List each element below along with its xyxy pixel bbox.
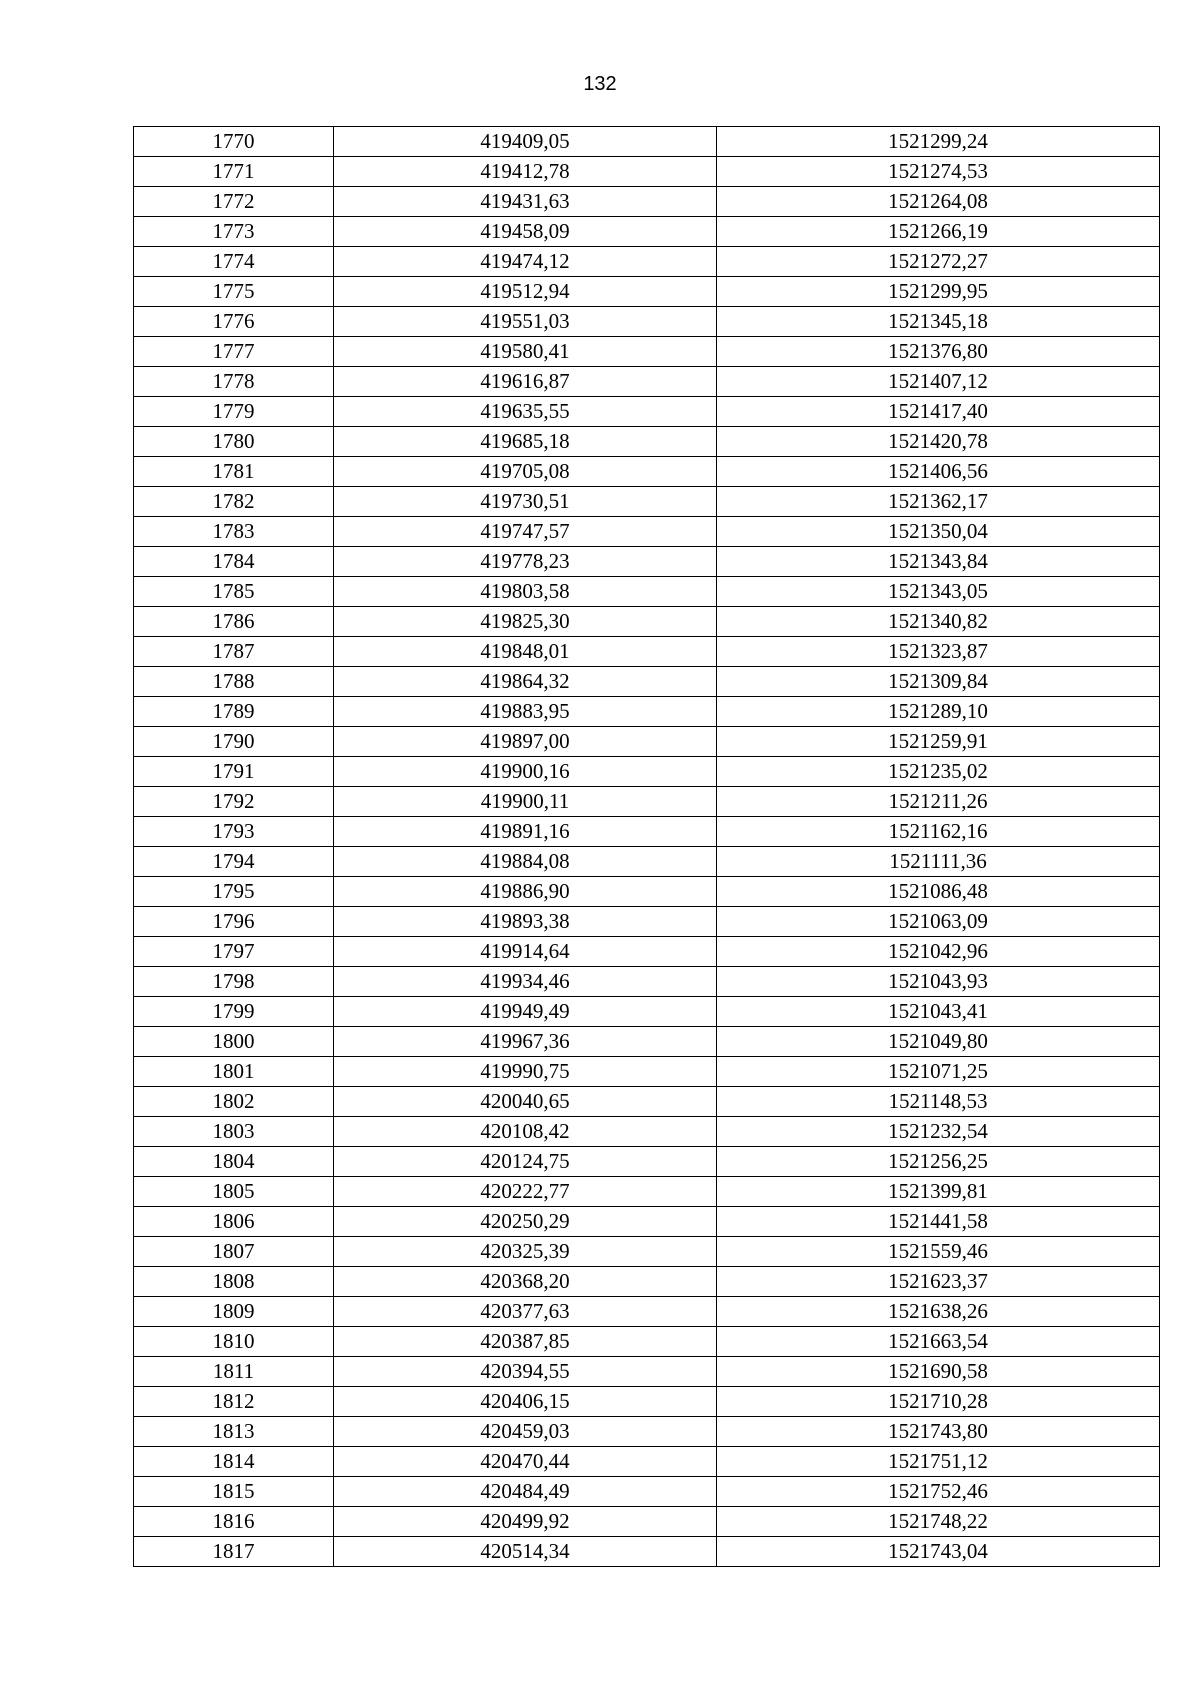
y-coordinate-cell: 1521111,36 — [717, 847, 1160, 877]
x-coordinate-cell: 419900,16 — [334, 757, 717, 787]
y-coordinate-cell: 1521289,10 — [717, 697, 1160, 727]
x-coordinate-cell: 419458,09 — [334, 217, 717, 247]
table-row — [134, 367, 1160, 397]
point-number-cell: 1772 — [134, 187, 334, 217]
table-row — [134, 1447, 1160, 1477]
table-row — [134, 457, 1160, 487]
y-coordinate-cell: 1521274,53 — [717, 157, 1160, 187]
point-number-cell: 1776 — [134, 307, 334, 337]
table-row — [134, 157, 1160, 187]
point-number-cell: 1784 — [134, 547, 334, 577]
x-coordinate-cell: 419891,16 — [334, 817, 717, 847]
table-row — [134, 967, 1160, 997]
table-row — [134, 1477, 1160, 1507]
table-row — [134, 1207, 1160, 1237]
x-coordinate-cell: 420514,34 — [334, 1537, 717, 1567]
point-number-cell: 1786 — [134, 607, 334, 637]
table-row — [134, 277, 1160, 307]
y-coordinate-cell: 1521752,46 — [717, 1477, 1160, 1507]
point-number-cell: 1789 — [134, 697, 334, 727]
x-coordinate-cell: 419635,55 — [334, 397, 717, 427]
y-coordinate-cell: 1521690,58 — [717, 1357, 1160, 1387]
point-number-cell: 1810 — [134, 1327, 334, 1357]
x-coordinate-cell: 419803,58 — [334, 577, 717, 607]
x-coordinate-cell: 419580,41 — [334, 337, 717, 367]
point-number-cell: 1795 — [134, 877, 334, 907]
x-coordinate-cell: 420222,77 — [334, 1177, 717, 1207]
y-coordinate-cell: 1521748,22 — [717, 1507, 1160, 1537]
table-row — [134, 1297, 1160, 1327]
y-coordinate-cell: 1521063,09 — [717, 907, 1160, 937]
y-coordinate-cell: 1521420,78 — [717, 427, 1160, 457]
y-coordinate-cell: 1521362,17 — [717, 487, 1160, 517]
y-coordinate-cell: 1521264,08 — [717, 187, 1160, 217]
table-row — [134, 1177, 1160, 1207]
table-row — [134, 1357, 1160, 1387]
table-row — [134, 577, 1160, 607]
y-coordinate-cell: 1521162,16 — [717, 817, 1160, 847]
y-coordinate-cell: 1521043,41 — [717, 997, 1160, 1027]
y-coordinate-cell: 1521235,02 — [717, 757, 1160, 787]
x-coordinate-cell: 419864,32 — [334, 667, 717, 697]
table-row — [134, 1087, 1160, 1117]
y-coordinate-cell: 1521638,26 — [717, 1297, 1160, 1327]
point-number-cell: 1775 — [134, 277, 334, 307]
point-number-cell: 1808 — [134, 1267, 334, 1297]
table-row — [134, 1057, 1160, 1087]
x-coordinate-cell: 419949,49 — [334, 997, 717, 1027]
point-number-cell: 1773 — [134, 217, 334, 247]
table-row — [134, 727, 1160, 757]
table-row — [134, 1507, 1160, 1537]
point-number-cell: 1817 — [134, 1537, 334, 1567]
table-row — [134, 517, 1160, 547]
y-coordinate-cell: 1521350,04 — [717, 517, 1160, 547]
point-number-cell: 1778 — [134, 367, 334, 397]
table-row — [134, 217, 1160, 247]
point-number-cell: 1796 — [134, 907, 334, 937]
point-number-cell: 1806 — [134, 1207, 334, 1237]
table-row — [134, 1537, 1160, 1567]
y-coordinate-cell: 1521272,27 — [717, 247, 1160, 277]
x-coordinate-cell: 419685,18 — [334, 427, 717, 457]
x-coordinate-cell: 419551,03 — [334, 307, 717, 337]
y-coordinate-cell: 1521343,84 — [717, 547, 1160, 577]
table-row — [134, 1387, 1160, 1417]
x-coordinate-cell: 419412,78 — [334, 157, 717, 187]
x-coordinate-cell: 420325,39 — [334, 1237, 717, 1267]
point-number-cell: 1792 — [134, 787, 334, 817]
y-coordinate-cell: 1521710,28 — [717, 1387, 1160, 1417]
table-row — [134, 997, 1160, 1027]
point-number-cell: 1787 — [134, 637, 334, 667]
x-coordinate-cell: 419747,57 — [334, 517, 717, 547]
y-coordinate-cell: 1521406,56 — [717, 457, 1160, 487]
y-coordinate-cell: 1521343,05 — [717, 577, 1160, 607]
point-number-cell: 1801 — [134, 1057, 334, 1087]
point-number-cell: 1771 — [134, 157, 334, 187]
point-number-cell: 1785 — [134, 577, 334, 607]
x-coordinate-cell: 420124,75 — [334, 1147, 717, 1177]
x-coordinate-cell: 420040,65 — [334, 1087, 717, 1117]
y-coordinate-cell: 1521407,12 — [717, 367, 1160, 397]
table-body — [134, 127, 1160, 1567]
table-row — [134, 1117, 1160, 1147]
x-coordinate-cell: 419474,12 — [334, 247, 717, 277]
table-row — [134, 307, 1160, 337]
point-number-cell: 1812 — [134, 1387, 334, 1417]
x-coordinate-cell: 419990,75 — [334, 1057, 717, 1087]
x-coordinate-cell: 419883,95 — [334, 697, 717, 727]
table-row — [134, 1417, 1160, 1447]
x-coordinate-cell: 420470,44 — [334, 1447, 717, 1477]
point-number-cell: 1809 — [134, 1297, 334, 1327]
x-coordinate-cell: 419893,38 — [334, 907, 717, 937]
point-number-cell: 1791 — [134, 757, 334, 787]
point-number-cell: 1805 — [134, 1177, 334, 1207]
table-row — [134, 607, 1160, 637]
y-coordinate-cell: 1521323,87 — [717, 637, 1160, 667]
x-coordinate-cell: 420108,42 — [334, 1117, 717, 1147]
point-number-cell: 1804 — [134, 1147, 334, 1177]
y-coordinate-cell: 1521049,80 — [717, 1027, 1160, 1057]
y-coordinate-cell: 1521399,81 — [717, 1177, 1160, 1207]
y-coordinate-cell: 1521259,91 — [717, 727, 1160, 757]
table-row — [134, 637, 1160, 667]
y-coordinate-cell: 1521232,54 — [717, 1117, 1160, 1147]
table-row — [134, 937, 1160, 967]
y-coordinate-cell: 1521211,26 — [717, 787, 1160, 817]
point-number-cell: 1790 — [134, 727, 334, 757]
coordinates-table — [133, 126, 1160, 1567]
point-number-cell: 1782 — [134, 487, 334, 517]
table-row — [134, 187, 1160, 217]
point-number-cell: 1780 — [134, 427, 334, 457]
point-number-cell: 1813 — [134, 1417, 334, 1447]
x-coordinate-cell: 420459,03 — [334, 1417, 717, 1447]
x-coordinate-cell: 420387,85 — [334, 1327, 717, 1357]
point-number-cell: 1802 — [134, 1087, 334, 1117]
table-row — [134, 757, 1160, 787]
x-coordinate-cell: 419431,63 — [334, 187, 717, 217]
y-coordinate-cell: 1521743,04 — [717, 1537, 1160, 1567]
y-coordinate-cell: 1521042,96 — [717, 937, 1160, 967]
y-coordinate-cell: 1521256,25 — [717, 1147, 1160, 1177]
table-row — [134, 667, 1160, 697]
table-row — [134, 877, 1160, 907]
point-number-cell: 1774 — [134, 247, 334, 277]
point-number-cell: 1770 — [134, 127, 334, 157]
x-coordinate-cell: 419934,46 — [334, 967, 717, 997]
y-coordinate-cell: 1521751,12 — [717, 1447, 1160, 1477]
x-coordinate-cell: 420499,92 — [334, 1507, 717, 1537]
point-number-cell: 1807 — [134, 1237, 334, 1267]
page-number: 132 — [583, 73, 617, 95]
x-coordinate-cell: 419778,23 — [334, 547, 717, 577]
y-coordinate-cell: 1521340,82 — [717, 607, 1160, 637]
y-coordinate-cell: 1521376,80 — [717, 337, 1160, 367]
table-row — [134, 427, 1160, 457]
y-coordinate-cell: 1521417,40 — [717, 397, 1160, 427]
y-coordinate-cell: 1521663,54 — [717, 1327, 1160, 1357]
y-coordinate-cell: 1521299,95 — [717, 277, 1160, 307]
y-coordinate-cell: 1521345,18 — [717, 307, 1160, 337]
table-row — [134, 1327, 1160, 1357]
x-coordinate-cell: 419900,11 — [334, 787, 717, 817]
table-row — [134, 1027, 1160, 1057]
point-number-cell: 1777 — [134, 337, 334, 367]
x-coordinate-cell: 419730,51 — [334, 487, 717, 517]
y-coordinate-cell: 1521043,93 — [717, 967, 1160, 997]
point-number-cell: 1793 — [134, 817, 334, 847]
point-number-cell: 1803 — [134, 1117, 334, 1147]
x-coordinate-cell: 419825,30 — [334, 607, 717, 637]
point-number-cell: 1800 — [134, 1027, 334, 1057]
point-number-cell: 1783 — [134, 517, 334, 547]
y-coordinate-cell: 1521559,46 — [717, 1237, 1160, 1267]
table-row — [134, 1147, 1160, 1177]
x-coordinate-cell: 419884,08 — [334, 847, 717, 877]
table-row — [134, 547, 1160, 577]
table-row — [134, 847, 1160, 877]
y-coordinate-cell: 1521086,48 — [717, 877, 1160, 907]
x-coordinate-cell: 419616,87 — [334, 367, 717, 397]
x-coordinate-cell: 420250,29 — [334, 1207, 717, 1237]
x-coordinate-cell: 419848,01 — [334, 637, 717, 667]
point-number-cell: 1798 — [134, 967, 334, 997]
table-row — [134, 487, 1160, 517]
x-coordinate-cell: 420484,49 — [334, 1477, 717, 1507]
table-row — [134, 697, 1160, 727]
table-row — [134, 787, 1160, 817]
point-number-cell: 1788 — [134, 667, 334, 697]
point-number-cell: 1799 — [134, 997, 334, 1027]
y-coordinate-cell: 1521309,84 — [717, 667, 1160, 697]
y-coordinate-cell: 1521623,37 — [717, 1267, 1160, 1297]
x-coordinate-cell: 420377,63 — [334, 1297, 717, 1327]
point-number-cell: 1811 — [134, 1357, 334, 1387]
point-number-cell: 1794 — [134, 847, 334, 877]
table-row — [134, 247, 1160, 277]
table-row — [134, 1267, 1160, 1297]
point-number-cell: 1814 — [134, 1447, 334, 1477]
table-row — [134, 127, 1160, 157]
y-coordinate-cell: 1521743,80 — [717, 1417, 1160, 1447]
point-number-cell: 1797 — [134, 937, 334, 967]
x-coordinate-cell: 419512,94 — [334, 277, 717, 307]
x-coordinate-cell: 420368,20 — [334, 1267, 717, 1297]
table-row — [134, 817, 1160, 847]
y-coordinate-cell: 1521148,53 — [717, 1087, 1160, 1117]
point-number-cell: 1815 — [134, 1477, 334, 1507]
table-row — [134, 397, 1160, 427]
x-coordinate-cell: 419705,08 — [334, 457, 717, 487]
x-coordinate-cell: 419409,05 — [334, 127, 717, 157]
y-coordinate-cell: 1521071,25 — [717, 1057, 1160, 1087]
point-number-cell: 1781 — [134, 457, 334, 487]
x-coordinate-cell: 419914,64 — [334, 937, 717, 967]
x-coordinate-cell: 420406,15 — [334, 1387, 717, 1417]
point-number-cell: 1816 — [134, 1507, 334, 1537]
table-row — [134, 907, 1160, 937]
x-coordinate-cell: 420394,55 — [334, 1357, 717, 1387]
x-coordinate-cell: 419886,90 — [334, 877, 717, 907]
y-coordinate-cell: 1521266,19 — [717, 217, 1160, 247]
x-coordinate-cell: 419967,36 — [334, 1027, 717, 1057]
y-coordinate-cell: 1521299,24 — [717, 127, 1160, 157]
point-number-cell: 1779 — [134, 397, 334, 427]
table-row — [134, 337, 1160, 367]
table-row — [134, 1237, 1160, 1267]
y-coordinate-cell: 1521441,58 — [717, 1207, 1160, 1237]
x-coordinate-cell: 419897,00 — [334, 727, 717, 757]
